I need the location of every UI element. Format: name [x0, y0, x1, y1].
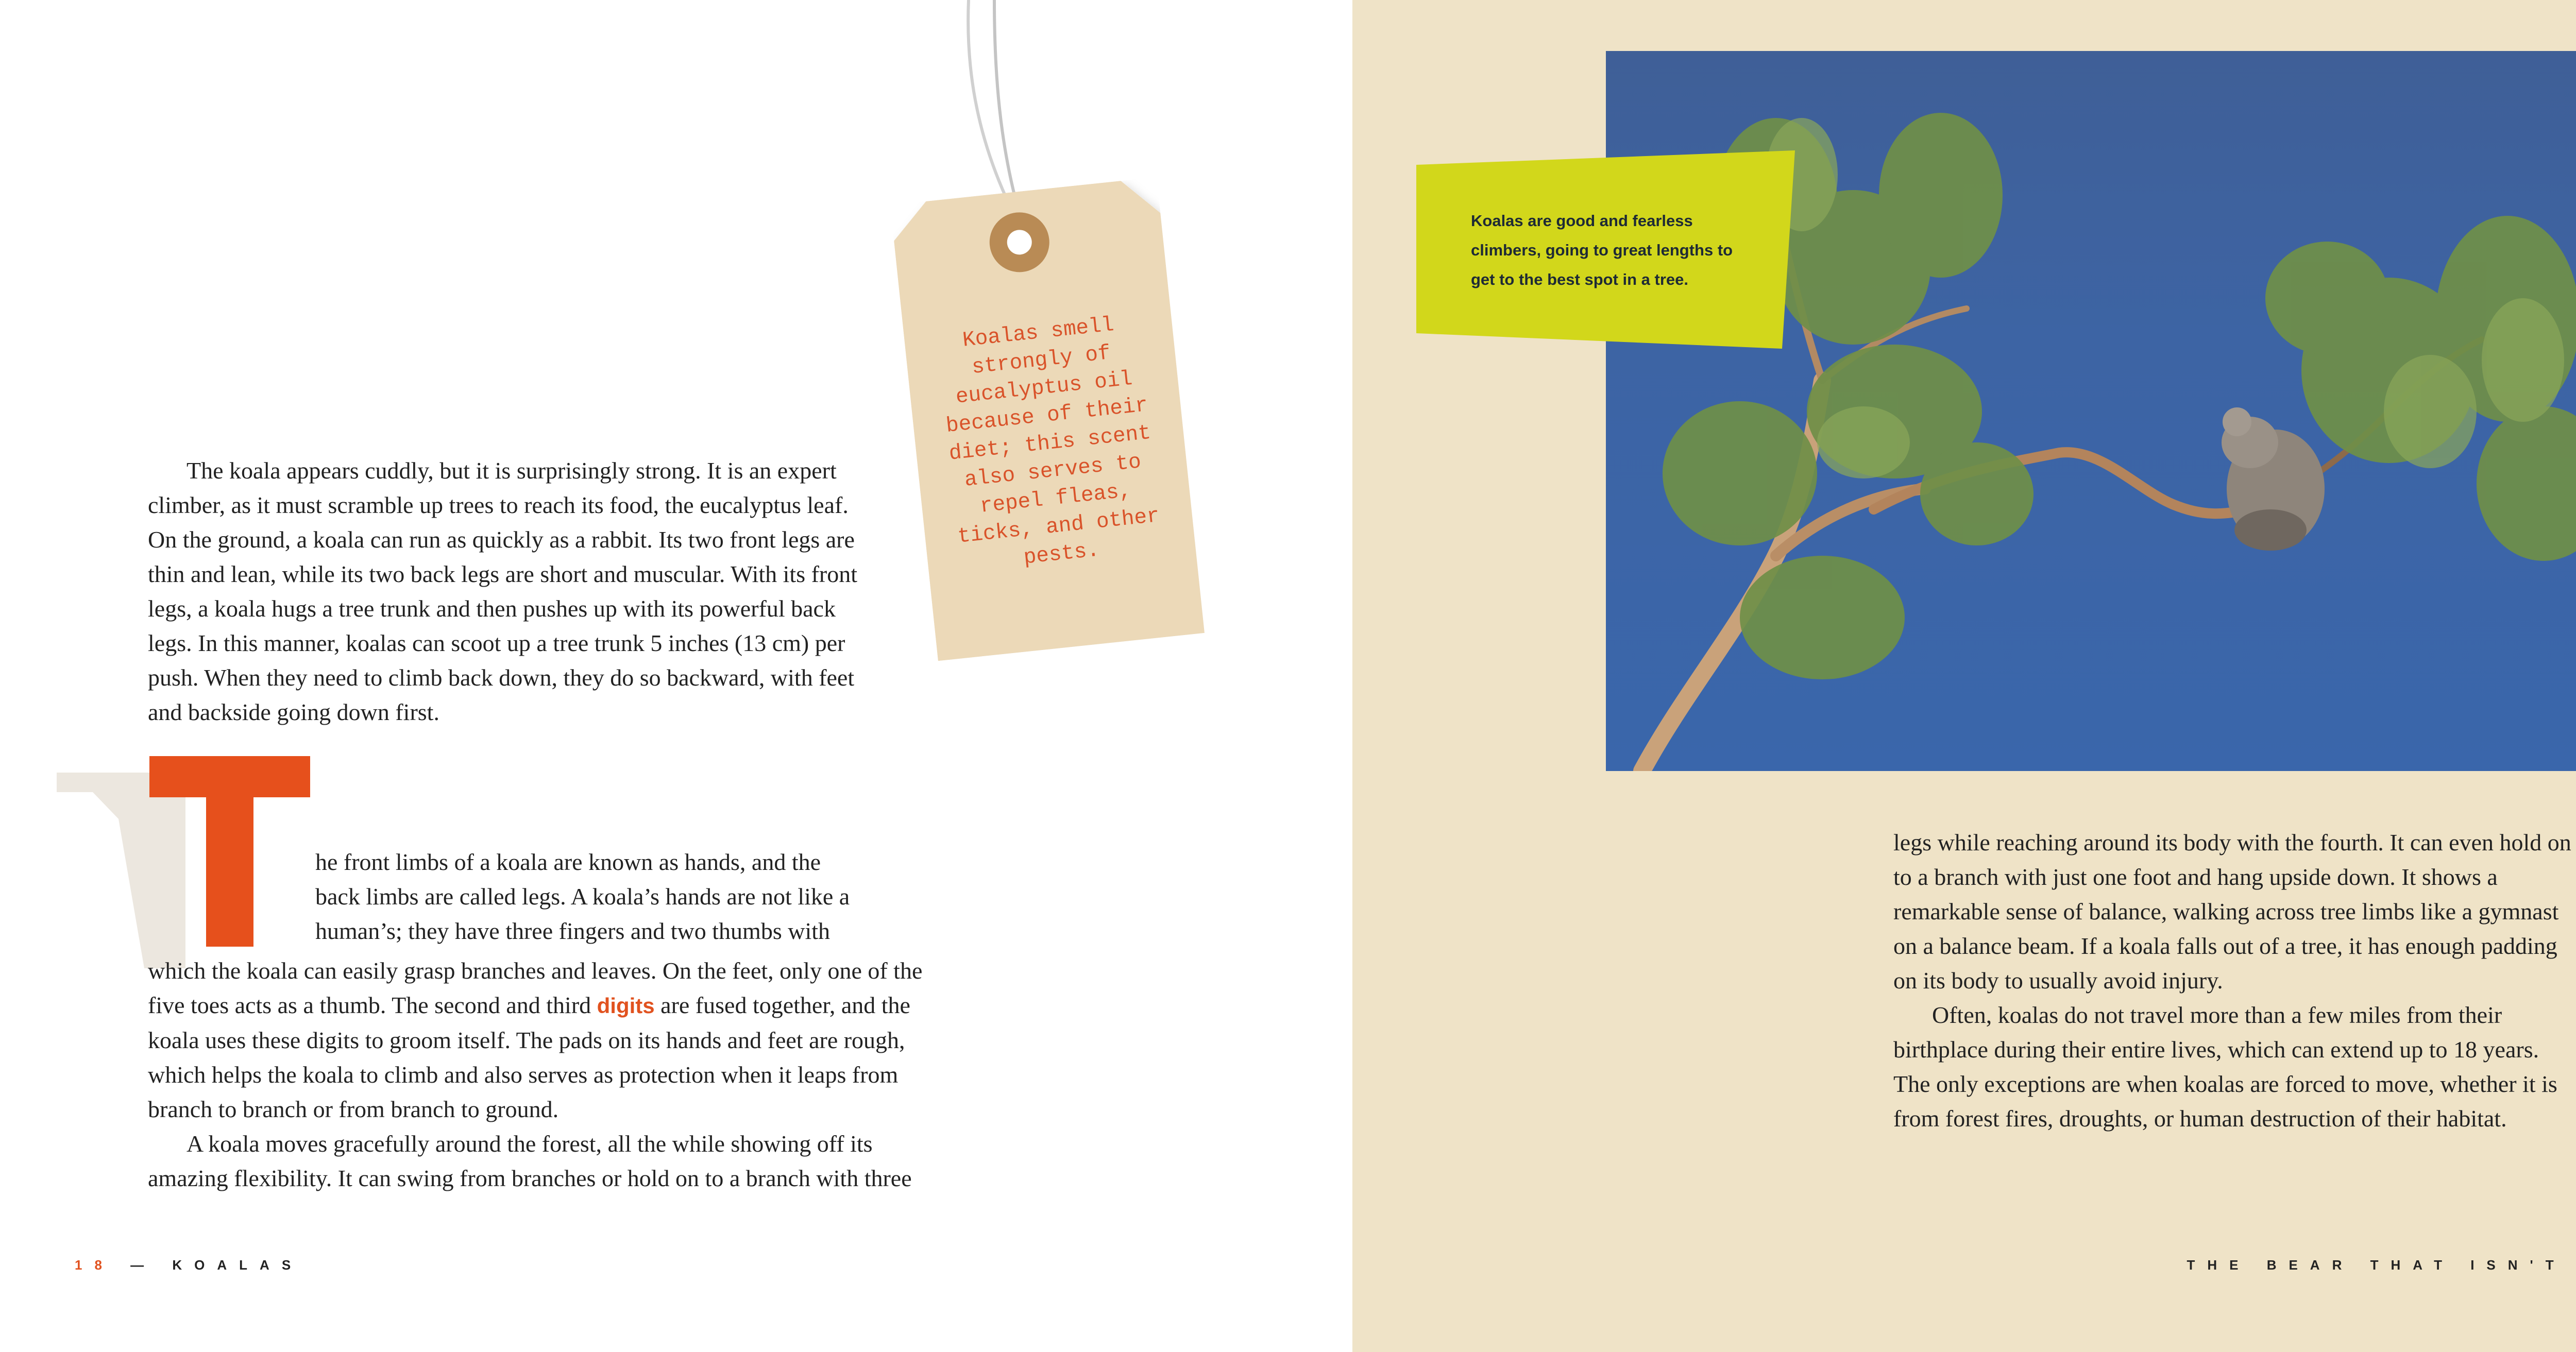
folio-title-right: THE BEAR THAT ISN'T	[2187, 1257, 2566, 1273]
paragraph-2-line-1: he front limbs of a koala are known as hands, and the	[315, 849, 821, 875]
tag-fact-text: Koalas smell strongly of eucalyptus oil because of their diet; this scent also serves to repel fleas, ticks, and other pests.	[945, 313, 1161, 570]
paragraph-2-continued	[148, 953, 946, 1195]
paragraph-2-text-b: are fused together, and the koala uses these digits to groom itself. The pads on its hands and feet are rough, which helps the koala to climb and also serves as protection when it leaps from branch to branch or from branch to ground.	[148, 992, 910, 1122]
right-paragraph-2: Often, koalas do not travel more than a few miles from their birthplace during their entire lives, which can extend up to 18 years. The only exceptions are when koalas are forced to move, whether it is from forest fires, droughts, or human destruction of their habitat.	[1893, 1002, 2557, 1132]
right-page-text	[1893, 825, 2573, 1136]
dropcap-lines	[315, 845, 908, 948]
glossary-term-digits[interactable]: digits	[597, 994, 655, 1018]
paragraph-2-body	[148, 953, 946, 1126]
luggage-tag-icon	[890, 177, 1205, 661]
photo-caption: Koalas are good and fearless climbers, going to great lengths to get to the best spot in a tree.	[1471, 212, 1733, 288]
paragraph-2-text-a: which the koala can easily grasp branches and leaves. On the feet, only one of the five toes acts as a thumb. The second and third	[148, 957, 923, 1018]
paragraph-3: A koala moves gracefully around the forest, all the while showing off its amazing flexibility. It can swing from branches or hold on to a branch with three	[148, 1131, 912, 1191]
folio-dash-left: —	[130, 1257, 157, 1273]
folio-left	[75, 1257, 303, 1273]
koala-figure	[2222, 407, 2325, 551]
folio-right	[2187, 1257, 2576, 1273]
right-paragraph-1: legs while reaching around its body with the fourth. It can even hold on to a branch with just one foot and hang upside down. It shows a remarkable sense of balance, walking across tree limbs like a gymnast on a balance beam. If a koala falls out of a tree, it has enough padding on its body to usually avoid injury.	[1893, 829, 2571, 994]
folio-title-left: KOALAS	[172, 1257, 303, 1273]
dropcap-letter	[149, 756, 310, 947]
paragraph-2-line-3: human’s; they have three fingers and two thumbs with	[315, 918, 831, 944]
paragraph-2-line-2: back limbs are called legs. A koala’s hands are not like a	[315, 883, 850, 910]
page-number-left: 18	[75, 1257, 114, 1273]
dropcap-letter-text	[149, 756, 150, 757]
paragraph-1: The koala appears cuddly, but it is surprisingly strong. It is an expert climber, as it must scramble up trees to reach its food, the eucalyptus leaf. On the ground, a koala can run as quickly as a rabbit. Its two front legs are thin and lean, while its two back legs are short and muscular. With its front legs, a koala hugs a tree trunk and then pushes up with its powerful back legs. In this manner, koalas can scoot up a tree trunk 5 inches (13 cm) per push. When they need to climb back down, they do so backward, with feet and backside going down first.	[148, 457, 858, 725]
